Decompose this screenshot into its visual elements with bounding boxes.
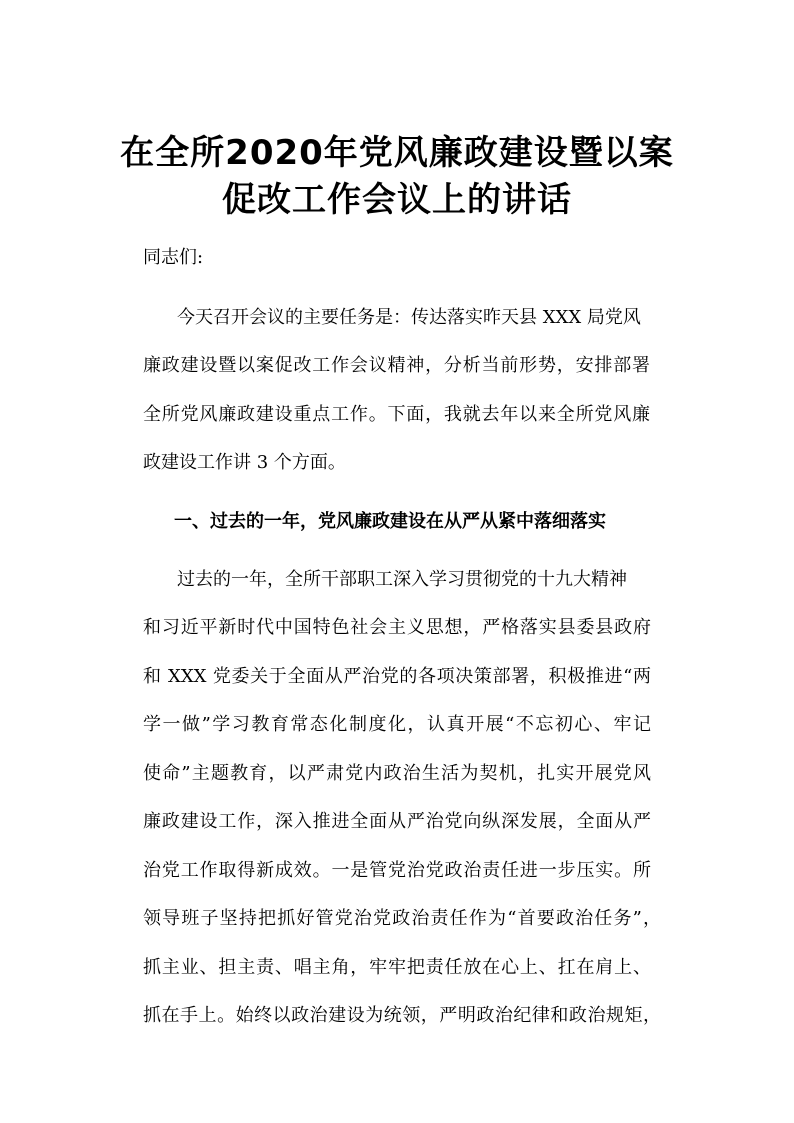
document-title-line-2: 促改工作会议上的讲话 [222,180,572,220]
paragraph-2-line-5: 使命”主题教育，以严肃党内政治生活为契机，扎实开展党风 [143,763,651,784]
paragraph-2-line-2: 和习近平新时代中国特色社会主义思想，严格落实县委县政府 [143,617,651,638]
paragraph-2-line-1: 过去的一年，全所干部职工深入学习贯彻党的十九大精神 [177,569,627,590]
salutation: 同志们: [143,247,204,268]
paragraph-2-line-7: 治党工作取得新成效。一是管党治党政治责任进一步压实。所 [143,860,651,881]
paragraph-1-line-4: 政建设工作讲 3 个方面。 [143,452,346,473]
paragraph-2-line-6: 廉政建设工作，深入推进全面从严治党向纵深发展，全面从严 [143,811,651,832]
paragraph-2-line-8: 领导班子坚持把抓好管党治党政治责任作为“首要政治任务”， [143,908,661,929]
document-title-line-1: 在全所2020年党风廉政建设暨以案 [120,133,674,173]
paragraph-2-line-3: 和 XXX 党委关于全面从严治党的各项决策部署，积极推进“两 [143,666,651,687]
paragraph-2-line-4: 学一做”学习教育常态化制度化，认真开展“不忘初心、牢记 [143,714,651,735]
paragraph-1-line-1: 今天召开会议的主要任务是：传达落实昨天县 XXX 局党风 [177,307,641,328]
paragraph-1-line-2: 廉政建设暨以案促改工作会议精神，分析当前形势，安排部署 [143,355,650,376]
paragraph-2-line-10: 抓在手上。始终以政治建设为统领，严明政治纪律和政治规矩， [143,1005,661,1026]
paragraph-2-line-9: 抓主业、担主责、唱主角，牢牢把责任放在心上、扛在肩上、 [143,957,651,978]
section-heading-1: 一、过去的一年，党风廉政建设在从严从紧中落细落实 [174,511,606,532]
paragraph-1-line-3: 全所党风廉政建设重点工作。下面，我就去年以来全所党风廉 [143,404,650,425]
